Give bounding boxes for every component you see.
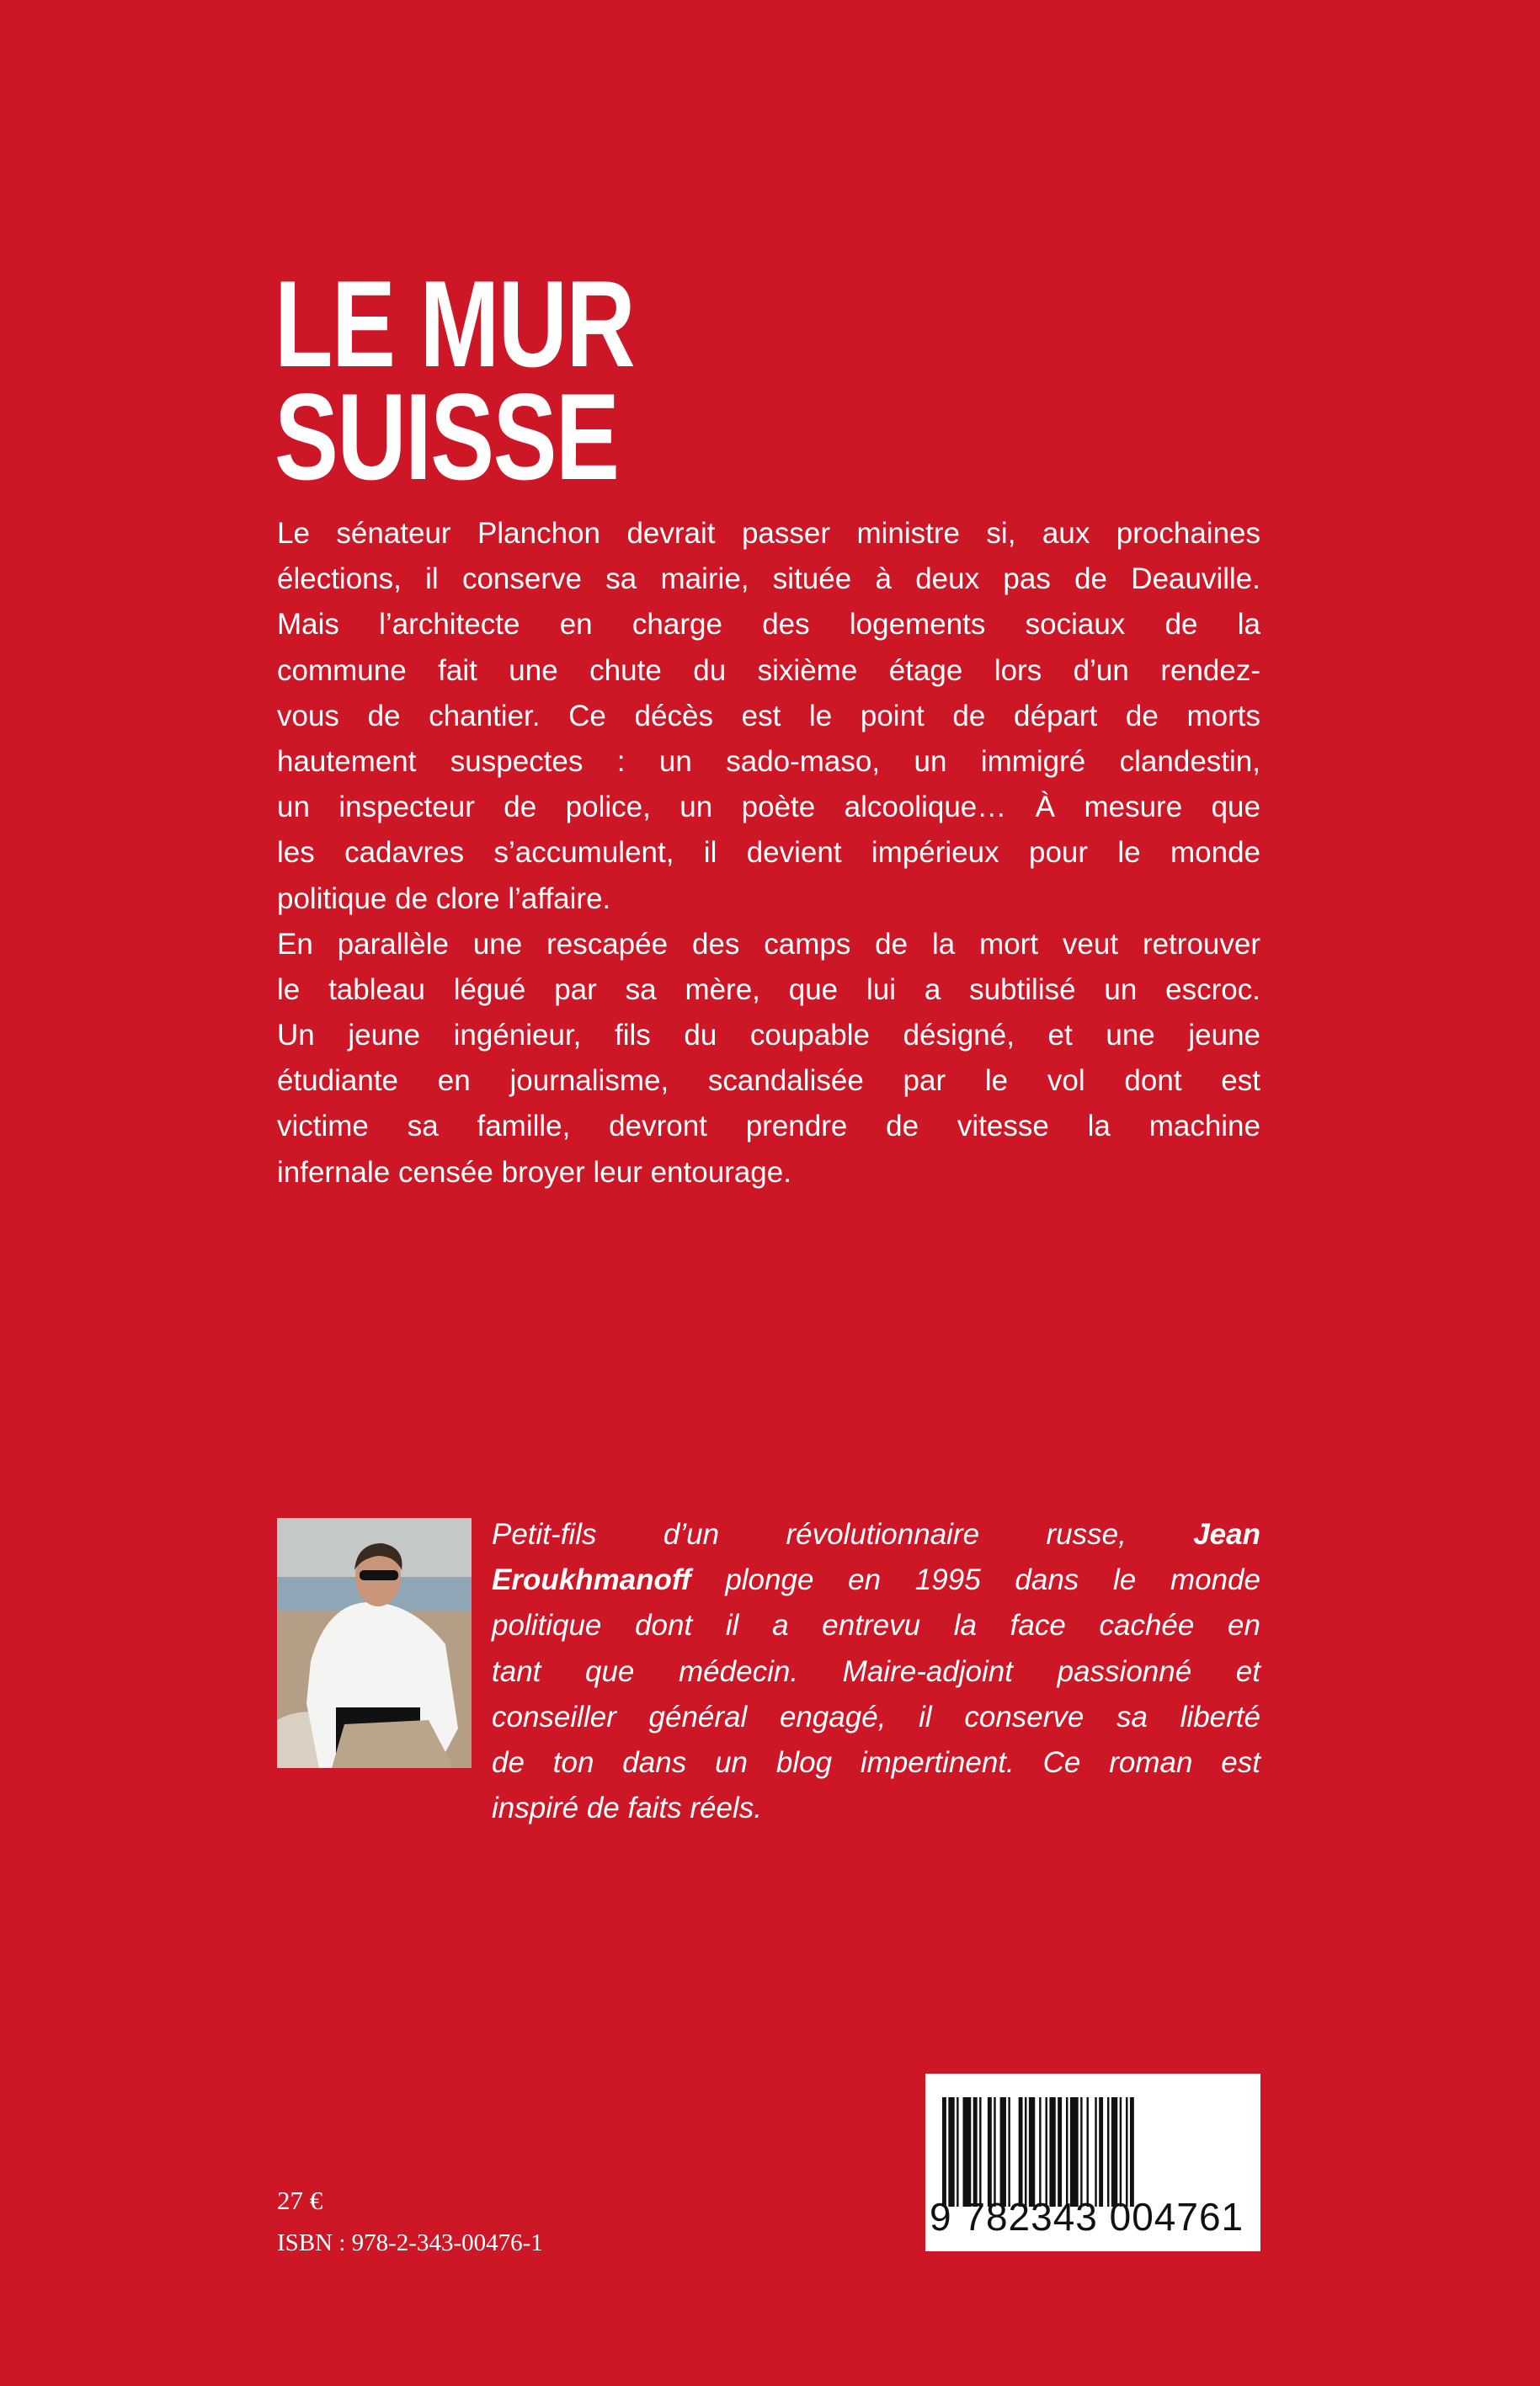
blurb-line: étudiante en journalisme, scandalisée par le vol dont est [277, 1064, 1260, 1098]
author-first-name: Jean [1193, 1518, 1260, 1551]
blurb-line: victime sa famille, devront prendre de vitesse la machine [277, 1110, 1260, 1143]
barcode-bar [1025, 2097, 1026, 2207]
barcode-bar [979, 2097, 981, 2207]
barcode-bar [1019, 2097, 1023, 2207]
blurb-line: Mais l’architecte en charge des logements sociaux de la [277, 608, 1260, 642]
bio-text: plonge en 1995 dans le monde [690, 1563, 1260, 1597]
bio-line: de ton dans un blog impertinent. Ce roman est [492, 1745, 1260, 1779]
bio-text: Petit-fils d’un révolutionnaire russe, [492, 1518, 1194, 1551]
barcode-bar [1087, 2097, 1089, 2207]
barcode-bar [1046, 2097, 1047, 2207]
barcode-bar [1058, 2097, 1062, 2207]
title-line-1: LE MUR [274, 255, 635, 392]
barcode-bar [942, 2097, 946, 2207]
author-last-name: Eroukhmanoff [492, 1563, 691, 1597]
barcode-bar [1049, 2097, 1055, 2207]
barcode-bar [948, 2097, 954, 2207]
bio-line: tant que médecin. Maire-adjoint passionné et [492, 1654, 1260, 1688]
barcode-bar [1039, 2097, 1041, 2207]
barcode-bar [957, 2097, 958, 2207]
barcode-bar [1099, 2097, 1103, 2207]
blurb-line: infernale censée broyer leur entourage. [277, 1155, 791, 1189]
barcode-bar [994, 2097, 995, 2207]
title-line-2: SUISSE [274, 368, 619, 505]
barcode-bars [942, 2097, 1242, 2207]
barcode-bar [1120, 2097, 1122, 2207]
barcode-bar [1080, 2097, 1082, 2207]
isbn: ISBN : 978-2-343-00476-1 [277, 2229, 543, 2256]
blurb-line: vous de chantier. Ce décès est le point de départ de morts [277, 699, 1260, 732]
price: 27 € [277, 2186, 323, 2215]
barcode-bar [1066, 2097, 1068, 2207]
blurb-line: un inspecteur de police, un poète alcoolique… À mesure que [277, 791, 1260, 824]
barcode-bar [1095, 2097, 1096, 2207]
blurb-line: Un jeune ingénieur, fils du coupable désigné, et une jeune [277, 1019, 1260, 1052]
blurb-line: Le sénateur Planchon devrait passer ministre si, aux prochaines [277, 517, 1260, 550]
blurb-line: élections, il conserve sa mairie, située à deux pas de Deauville. [277, 562, 1260, 596]
barcode-bar [988, 2097, 992, 2207]
barcode [925, 2074, 1260, 2251]
bio-line: conseiller général engagé, il conserve sa liberté [492, 1700, 1260, 1734]
barcode-bar [963, 2097, 972, 2207]
bio-line: politique dont il a entrevu la face cachée en [492, 1609, 1260, 1643]
barcode-bar [1070, 2097, 1079, 2207]
book-title [274, 255, 635, 505]
blurb-line: politique de clore l’affaire. [277, 881, 611, 915]
barcode-bar [1130, 2097, 1134, 2207]
barcode-digits: 9 782343 004761 [930, 2195, 1244, 2239]
barcode-bar [1008, 2097, 1010, 2207]
barcode-bar [1107, 2097, 1109, 2207]
barcode-bar [1111, 2097, 1117, 2207]
blurb-line: commune fait une chute du sixième étage lors d’un rendez- [277, 653, 1260, 687]
barcode-bar [1000, 2097, 1006, 2207]
barcode-bar [1126, 2097, 1127, 2207]
barcode-bar [973, 2097, 978, 2207]
bio-line: inspiré de faits réels. [492, 1792, 762, 1825]
blurb-line: hautement suspectes : un sado-maso, un immigré clandestin, [277, 744, 1260, 778]
blurb-line: En parallèle une rescapée des camps de la mort veut retrouver [277, 927, 1260, 961]
book-blurb [277, 511, 1260, 1196]
blurb-line: le tableau légué par sa mère, que lui a subtilisé un escroc. [277, 972, 1260, 1006]
author-photo [277, 1518, 472, 1768]
author-bio [492, 1512, 1260, 1831]
barcode-bar [1029, 2097, 1035, 2207]
blurb-line: les cadavres s’accumulent, il devient impérieux pour le monde [277, 836, 1260, 870]
